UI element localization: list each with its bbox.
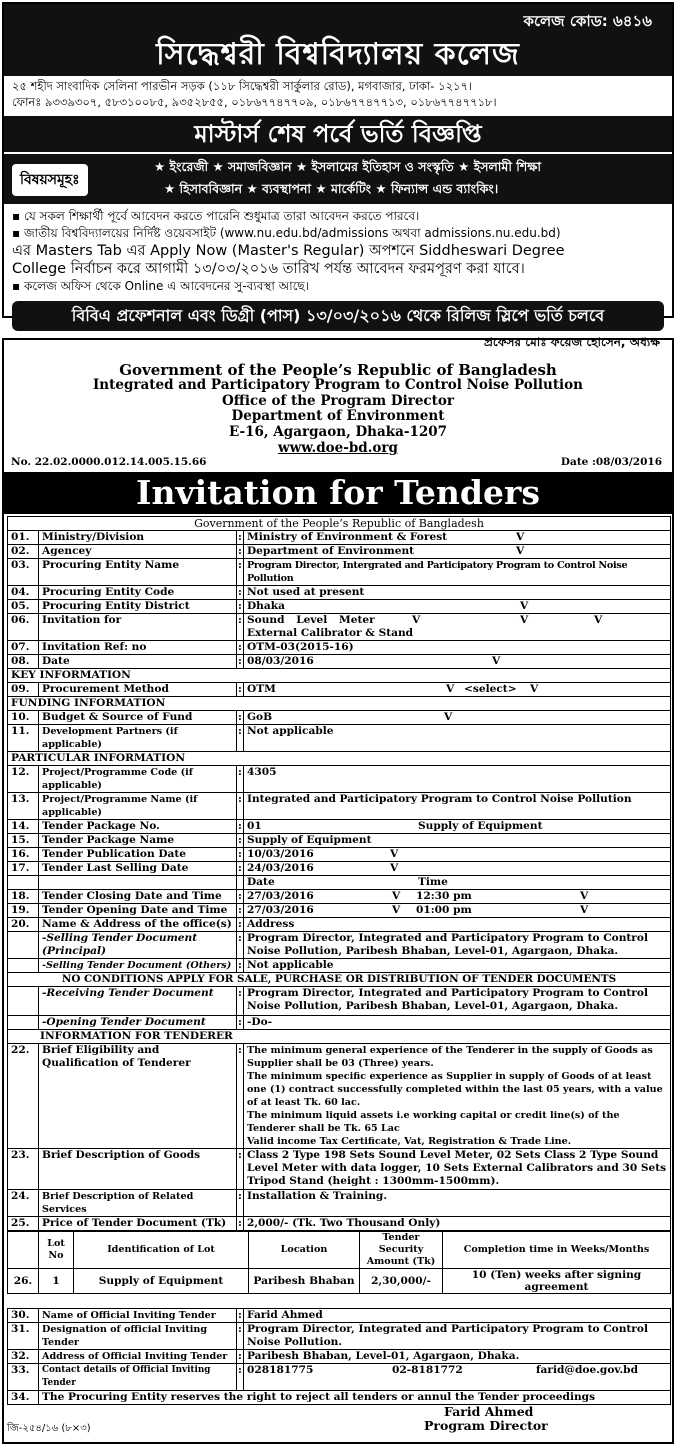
table-row — [8, 641, 671, 655]
row-value: Program Director, Integrated and Participatory Program to Control Noise Pollution. — [244, 1323, 671, 1350]
table-row — [8, 1309, 671, 1323]
row-number: 30. — [8, 1309, 39, 1323]
colon: : — [238, 918, 242, 930]
lot-number: 1 — [39, 1269, 74, 1294]
colon: : — [237, 614, 244, 641]
row-value-text: Dhaka — [247, 600, 285, 612]
row-label: Brief Description of Related Services — [39, 1190, 237, 1217]
table-row — [8, 766, 671, 793]
eligibility-general: The minimum general experience of the Tenderer in the supply of Goods as Supplier shall be 03 (Three) years. — [247, 1045, 653, 1069]
row-number: 10. — [8, 711, 39, 725]
dropdown-marker: V — [516, 531, 525, 543]
row-value-line: Sound Level Meter — [247, 614, 375, 626]
row-label: Budget & Source of Fund — [39, 711, 237, 725]
row-value-text: 27/03/2016 — [247, 890, 314, 902]
row-value: OTM-03(2015-16) — [244, 641, 671, 655]
dropdown-marker: V — [392, 890, 401, 902]
table-row — [8, 559, 671, 586]
dropdown-marker: V — [580, 890, 589, 902]
dropdown-marker: V — [412, 614, 421, 626]
subjects-line-2: ★ হিসাববিজ্ঞান ★ ব্যবস্থাপনা ★ মার্কেটিং ★ ফিন্যান্স এন্ড ব্যাংকিং। — [164, 181, 499, 196]
table-row — [8, 683, 671, 697]
colon: : — [237, 725, 244, 752]
row-label: Tender Package Name — [39, 834, 237, 848]
time-heading: Time — [418, 876, 448, 888]
header-department: Department of Environment — [231, 408, 445, 424]
colon: : — [238, 959, 242, 971]
row-value — [244, 848, 671, 862]
lot-header-identification: Identification of Lot — [74, 1232, 249, 1269]
lot-completion: 10 (Ten) weeks after signing agreement — [443, 1269, 671, 1294]
row-value: -Do- — [244, 1016, 671, 1030]
memo-number: No. 22.02.0000.012.14.005.15.66 — [11, 456, 207, 468]
row-value — [244, 600, 671, 614]
colon: : — [238, 545, 242, 557]
lot-header-row — [8, 1232, 671, 1269]
row-label: Procuring Entity Name — [39, 559, 237, 586]
dropdown-marker: V — [516, 545, 525, 557]
table-row — [8, 890, 671, 904]
row-value: 2,000/- (Tk. Two Thousand Only) — [244, 1217, 671, 1231]
colon: : — [238, 1309, 242, 1321]
row-number: 26. — [8, 1269, 39, 1294]
row-value: Program Director, Integrated and Participatory Program to Control Noise Pollution, Paribesh Bhaban, Level-01, Agargaon, Dhaka. — [244, 987, 671, 1016]
dropdown-marker: V — [446, 683, 455, 695]
row-value: The Procuring Entity reserves the right to reject all tenders or annul the Tender proceedings — [39, 1391, 671, 1405]
colon: : — [238, 1217, 242, 1229]
row-number: 15. — [8, 834, 39, 848]
dropdown-marker: V — [392, 904, 401, 916]
row-value: Supply of Equipment — [244, 834, 671, 848]
eligibility-liquid-assets: The minimum liquid assets i.e working capital or credit line(s) of the Tenderer shall be Tk. 65 Lac — [247, 1110, 620, 1134]
tender-footer — [4, 1402, 672, 1442]
college-address-block — [4, 76, 672, 116]
header-address: E-16, Agargaon, Dhaka-1207 — [228, 423, 448, 440]
row-label: Procuring Entity District — [39, 600, 237, 614]
official-details-table — [7, 1308, 671, 1405]
subjects-band — [4, 154, 672, 204]
principal-signature: প্রফেসর মোঃ ফয়েজ হোসেন, অধ্যক্ষ — [483, 335, 660, 349]
table-row — [8, 932, 671, 959]
lot-header-security: Tender Security Amount (Tk) — [360, 1232, 443, 1269]
row-number: 34. — [8, 1391, 39, 1405]
header-government: Government of the People’s Republic of Bangladesh — [119, 361, 557, 379]
row-value: Not applicable — [244, 725, 671, 752]
row-number: 08. — [8, 655, 39, 669]
row-number: 20. — [8, 918, 39, 932]
row-label: Invitation Ref: no — [39, 641, 237, 655]
table-row — [8, 862, 671, 876]
colon: : — [238, 1350, 242, 1362]
colon: : — [237, 559, 244, 586]
row-value: Not applicable — [244, 959, 671, 973]
row-value — [244, 1044, 671, 1149]
table-row — [8, 586, 671, 600]
row-number: 22. — [8, 1044, 39, 1149]
row-value — [244, 711, 671, 725]
college-address: ২৫ শহীদ সাংবাদিক সেলিনা পারভীন সড়ক (১১৮ সিদ্ধেশ্বরী সার্কুলার রোড), মগবাজার, ঢাকা- ১২১৭। — [12, 79, 473, 93]
table-row — [8, 987, 671, 1016]
row-value-text: GoB — [247, 711, 273, 723]
section-information-for-tenderer: INFORMATION FOR TENDERER — [8, 1030, 671, 1044]
row-label: Brief Description of Goods — [39, 1149, 237, 1190]
row-number: 09. — [8, 683, 39, 697]
row-value — [244, 545, 671, 559]
dropdown-marker: V — [594, 614, 603, 626]
section-no-conditions: NO CONDITIONS APPLY FOR SALE, PURCHASE OR DISTRIBUTION OF TENDER DOCUMENTS — [8, 973, 671, 987]
dropdown-marker: V — [492, 655, 501, 667]
row-label — [39, 932, 237, 959]
colon: : — [238, 655, 242, 667]
row-value: Farid Ahmed — [244, 1309, 671, 1323]
row-value-text: Department of Environment — [247, 545, 415, 557]
row-label: Address of Official Inviting Tender — [39, 1350, 237, 1364]
colon: : — [238, 586, 242, 598]
memo-date: Date :08/03/2016 — [560, 456, 662, 468]
table-row — [8, 614, 671, 641]
table-row — [8, 1190, 671, 1217]
row-label: Name of Official Inviting Tender — [39, 1309, 237, 1323]
row-value: 4305 — [244, 766, 671, 793]
row-number: 11. — [8, 725, 39, 752]
row-number: 05. — [8, 600, 39, 614]
row-value — [244, 862, 671, 876]
row-value: Address — [244, 918, 671, 932]
invitation-title: Invitation for Tenders — [4, 472, 672, 514]
signatory-title: Program Director — [424, 1418, 548, 1433]
lot-header-lotno: Lot No — [39, 1232, 74, 1269]
row-label: Project/Programme Name (if applicable) — [39, 793, 237, 820]
row-number: 31. — [8, 1323, 39, 1350]
row-label-line: -Selling Tender Document — [42, 932, 198, 944]
subjects-line-1: ★ ইংরেজী ★ সমাজবিজ্ঞান ★ ইসলামের ইতিহাস ও সংস্কৃতি ★ ইসলামী শিক্ষা — [154, 159, 542, 174]
row-value — [244, 890, 671, 904]
table-row — [8, 793, 671, 820]
lot-table — [7, 1231, 671, 1294]
table-row — [8, 904, 671, 918]
header-office: Office of the Program Director — [222, 392, 454, 409]
row-value-text: Ministry of Environment & Forest — [247, 531, 448, 543]
row-value: Program Director, Integrated and Participatory Program to Control Noise Pollution, Paribesh Bhaban, Level-01, Agargaon, Dhaka. — [244, 932, 671, 959]
row-label: Tender Last Selling Date — [39, 862, 237, 876]
header-website-link[interactable]: www.doe-bd.org — [278, 440, 398, 456]
row-label: -Selling Tender Document (Others) — [39, 959, 237, 973]
table-row — [8, 655, 671, 669]
row-value: Paribesh Bhaban, Level-01, Agargaon, Dhaka. — [244, 1350, 671, 1364]
note-item: ▪ জাতীয় বিশ্ববিদ্যালয়ের নির্দিষ্ট ওয়েবসাইট (www.nu.edu.bd/admissions অথবা admissions.nu.edu.bd) — [12, 226, 561, 240]
contact-email-link[interactable]: farid@doe.gov.bd — [536, 1364, 638, 1376]
ad-header-band — [4, 4, 672, 76]
row-label: Date — [39, 655, 237, 669]
row-number: 03. — [8, 559, 39, 586]
colon: : — [238, 1016, 242, 1028]
table-row — [8, 600, 671, 614]
row-value — [244, 655, 671, 669]
colon: : — [237, 793, 244, 820]
section-particular-information: PARTICULAR INFORMATION — [8, 752, 671, 766]
lot-row — [8, 1269, 671, 1294]
contact-phone: 028181775 — [247, 1364, 314, 1376]
table-row — [8, 876, 671, 890]
row-number: 02. — [8, 545, 39, 559]
colon: : — [238, 711, 242, 723]
note-item: ▪ যে সকল শিক্ষার্থী পূর্বে আবেদন করতে পারেনি শুধুমাত্র তারা আবেদন করতে পারবে। — [12, 209, 420, 223]
table-row — [8, 1323, 671, 1350]
row-label: -Receiving Tender Document — [39, 987, 237, 1016]
row-label: -Opening Tender Document — [39, 1016, 237, 1030]
colon: : — [238, 862, 242, 874]
tender-header — [4, 362, 672, 456]
row-value-text: 10/03/2016 — [247, 848, 314, 860]
colon: : — [238, 834, 242, 846]
reference-row — [4, 456, 672, 470]
admission-advertisement — [2, 2, 674, 349]
row-label: Project/Programme Code (if applicable) — [39, 766, 237, 793]
colon: : — [238, 820, 242, 832]
row-value-text: 27/03/2016 — [247, 904, 314, 916]
row-label-line: (Principal) — [42, 945, 107, 957]
row-number: 33. — [8, 1364, 39, 1391]
college-code: কলেজ কোড: ৬৪১৬ — [523, 12, 652, 30]
row-number: 18. — [8, 890, 39, 904]
row-number: 01. — [8, 531, 39, 545]
colon: : — [238, 641, 242, 653]
row-value-text: 08/03/2016 — [247, 655, 314, 667]
table-row — [8, 545, 671, 559]
dropdown-marker: V — [580, 904, 589, 916]
dropdown-marker: V — [444, 711, 453, 723]
colon: : — [237, 1364, 244, 1391]
row-number: 32. — [8, 1350, 39, 1364]
row-number: 24. — [8, 1190, 39, 1217]
eligibility-documents: Valid income Tax Certificate, Vat, Registration & Trade Line. — [247, 1136, 572, 1147]
table-row — [8, 918, 671, 932]
colon: : — [237, 1044, 244, 1149]
table-row — [8, 1044, 671, 1149]
colon: : — [238, 904, 242, 916]
row-label: Tender Opening Date and Time — [39, 904, 237, 918]
row-number: 06. — [8, 614, 39, 641]
row-time: 01:00 pm — [416, 904, 472, 916]
note-item: ▪ কলেজ অফিস থেকে Online এ আবেদনের সু-ব্যবস্থা আছে। — [12, 279, 310, 293]
table-row — [8, 820, 671, 834]
subjects-label: বিষয়সমূহঃ — [12, 164, 88, 196]
row-value-text: 24/03/2016 — [247, 862, 314, 874]
row-time: 12:30 pm — [416, 890, 472, 902]
table-row — [8, 711, 671, 725]
section-funding-information: FUNDING INFORMATION — [8, 697, 671, 711]
job-code: জি-২৫৪/১৬ (৮×৩) — [7, 1423, 91, 1434]
row-number: 13. — [8, 793, 39, 820]
row-number: 12. — [8, 766, 39, 793]
tender-notice — [2, 338, 674, 1444]
row-label: Procurement Method — [39, 683, 237, 697]
dropdown-marker: V — [520, 600, 529, 612]
row-label: Agencey — [39, 545, 237, 559]
section-key-information: KEY INFORMATION — [8, 669, 671, 683]
eligibility-specific: The minimum specific experience as Supplier in supply of Goods of at least one (1) contract successfully completed within the last 05 years, with a value of at least Tk. 60 lac. — [247, 1071, 663, 1108]
colon: : — [237, 1323, 244, 1350]
dropdown-marker: V — [530, 683, 539, 695]
dropdown-marker: V — [390, 862, 399, 874]
row-value — [244, 820, 671, 834]
row-label: Procuring Entity Code — [39, 586, 237, 600]
colon: : — [238, 531, 242, 543]
note-item: এর Masters Tab এর Apply Now (Master's Regular) অপশনে Siddheswari Degree — [12, 243, 565, 259]
row-label: Designation of official Inviting Tender — [39, 1323, 237, 1350]
colon: : — [238, 683, 242, 695]
row-value — [244, 614, 671, 641]
table-row — [8, 1016, 671, 1030]
lot-location: Paribesh Bhaban — [249, 1269, 360, 1294]
row-number: 17. — [8, 862, 39, 876]
lot-security: 2,30,000/- — [360, 1269, 443, 1294]
row-value-text: OTM — [247, 683, 276, 695]
row-label: Development Partners (if applicable) — [39, 725, 237, 752]
table-row — [8, 848, 671, 862]
date-heading: Date — [247, 876, 275, 888]
table-row — [8, 1364, 671, 1391]
row-label: Name & Address of the office(s) — [39, 918, 237, 932]
select-placeholder: <select> — [464, 683, 517, 695]
row-value — [244, 904, 671, 918]
colon: : — [237, 766, 244, 793]
row-label: Contact details of Official Inviting Tender — [39, 1364, 237, 1391]
row-value: Program Director, Intergrated and Participatory Program to Control Noise Pollution — [244, 559, 671, 586]
row-value: Class 2 Type 198 Sets Sound Level Meter, 02 Sets Class 2 Type Sound Level Meter with data logger, 10 Sets External Calibrators and 30 Sets Tripod Stand (height : 1300mm-1500mm). — [244, 1149, 671, 1190]
row-label: Invitation for — [39, 614, 237, 641]
table-row — [8, 725, 671, 752]
row-value: Integrated and Participatory Program to Control Noise Pollution — [244, 793, 671, 820]
table-row — [8, 834, 671, 848]
row-label: Brief Eligibility and Qualification of Tenderer — [39, 1044, 237, 1149]
table-row — [8, 1217, 671, 1231]
note-item: College নির্বাচন করে আগামী ১৩/০৩/২০১৬ তারিখ পর্যন্ত আবেদন ফরমপূরণ করা যাবে। — [12, 261, 525, 277]
colon: : — [237, 1149, 244, 1190]
row-value — [244, 531, 671, 545]
signatory-name: Farid Ahmed — [444, 1404, 534, 1419]
row-number: 23. — [8, 1149, 39, 1190]
row-value — [244, 683, 671, 697]
tender-details-table — [7, 516, 671, 1231]
dropdown-marker: V — [390, 848, 399, 860]
college-phone: ফোনঃ ৯৩৩৯৩০৭, ৫৮৩১০০৮৫, ৯৩৫২৮৫৫, ০১৮৬৭৭৪৭৭০৯, ০১৮৬৭৭৪৭৭১৩, ০১৮৬৭৭৪৭৭১৮। — [12, 95, 497, 109]
row-value-text: 01 — [247, 820, 262, 832]
dropdown-marker: V — [520, 614, 529, 626]
row-number: 04. — [8, 586, 39, 600]
admission-notes — [4, 204, 672, 297]
colon: : — [238, 890, 242, 902]
table-row — [8, 531, 671, 545]
table-government-row: Government of the People’s Republic of Bangladesh — [8, 517, 671, 531]
lot-identification: Supply of Equipment — [74, 1269, 249, 1294]
row-label: Ministry/Division — [39, 531, 237, 545]
row-label: Tender Package No. — [39, 820, 237, 834]
date-time-headings — [244, 876, 671, 890]
header-program: Integrated and Participatory Program to Control Noise Pollution — [92, 377, 583, 393]
table-row — [8, 959, 671, 973]
table-row — [8, 1149, 671, 1190]
row-value: Installation & Training. — [244, 1190, 671, 1217]
colon: : — [237, 932, 244, 959]
colon: : — [237, 1190, 244, 1217]
row-number: 25. — [8, 1217, 39, 1231]
row-number: 16. — [8, 848, 39, 862]
row-label: Tender Publication Date — [39, 848, 237, 862]
row-number: 19. — [8, 904, 39, 918]
release-slip-banner: বিবিএ প্রফেশনাল এবং ডিগ্রী (পাস) ১৩/০৩/২০১৬ থেকে রিলিজ স্লিপে ভর্তি চলবে — [12, 301, 664, 331]
row-value-line: External Calibrator & Stand — [247, 627, 414, 639]
row-value — [244, 1364, 671, 1391]
college-name: সিদ্ধেশ্বরী বিশ্ববিদ্যালয় কলেজ — [156, 37, 520, 72]
colon: : — [238, 600, 242, 612]
notice-title: মাস্টার্স শেষ পর্বে ভর্তি বিজ্ঞপ্তি — [4, 116, 672, 152]
colon: : — [237, 987, 244, 1016]
row-number: 14. — [8, 820, 39, 834]
contact-fax: 02-8181772 — [392, 1364, 463, 1376]
row-label: Tender Closing Date and Time — [39, 890, 237, 904]
lot-header-completion: Completion time in Weeks/Months — [443, 1232, 671, 1269]
row-value-text: Supply of Equipment — [418, 820, 543, 832]
lot-header-location: Location — [249, 1232, 360, 1269]
colon: : — [238, 848, 242, 860]
table-row — [8, 1350, 671, 1364]
row-value: Not used at present — [244, 586, 671, 600]
row-number: 07. — [8, 641, 39, 655]
row-label: Price of Tender Document (Tk) — [39, 1217, 237, 1231]
